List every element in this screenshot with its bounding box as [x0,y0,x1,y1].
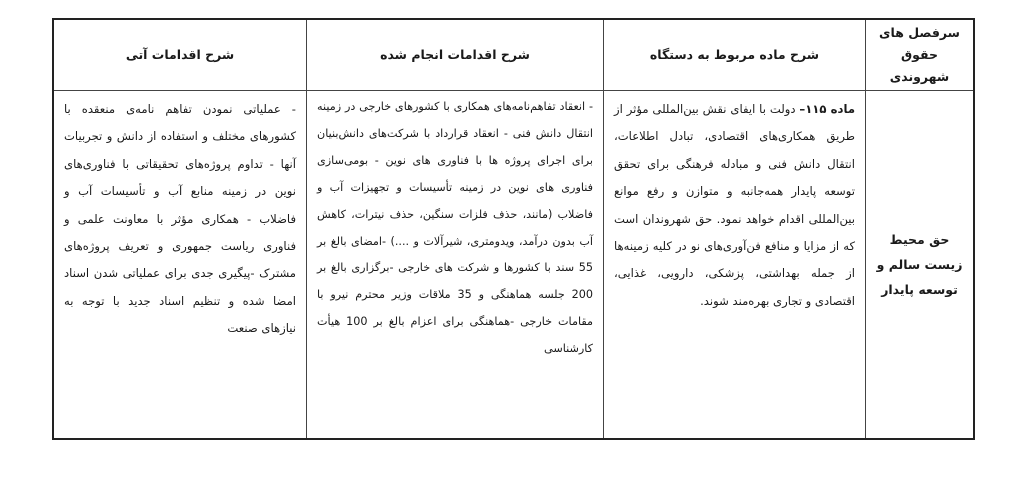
header-done [306,20,603,90]
header-future [54,20,306,90]
header-article [603,20,865,90]
header-topic [865,20,973,90]
article-label: ماده ۱۱۵– [799,102,855,116]
row-future [54,90,306,438]
header-topic-text: سرفصل های حقوق شهروندی [879,25,960,84]
header-future-text: شرح اقدامات آتی [125,47,235,62]
row-topic [865,90,973,438]
row-topic-text: حق محیط زیست سالم و توسعه پایدار [876,232,963,297]
future-text: - عملیاتی نمودن تفاهم نامه‌ی منعقده با کشورهای مختلف و استفاده از دانش و تجربیات آنها - تداوم پروژه‌های تحقیقاتی با فناوری‌های نوین در زمینه منابع آب و تأسیسات آب و فاضلاب - همکاری مؤثر با معاونت علمی و فناوری ریاست جمهوری و تعریف پروژه‌های مشترک -پیگیری جدی برای عملیاتی شدن اسناد امضا شده و تنظیم اسناد جدید با توجه به نیازهای صنعت [64,102,296,336]
row-done [306,90,603,438]
row-article [603,90,865,438]
done-text: - انعقاد تفاهم‌نامه‌های همکاری با کشورهای خارجی در زمینه انتقال دانش فنی - انعقاد قرارداد با شرکت‌های دانش‌بنیان برای اجرای پروژه ها با فناوری های نوین - بومی‌سازی فناوری های نوین در زمینه تأسیسات و تجهیزات آب و فاضلاب (مانند، حذف فلزات سنگین، حذف نیترات، کاهش آب بدون درآمد، ویدومتری، شیرآلات و ....) -امضای بالغ بر 55 سند با کشورها و شرکت های خارجی -برگزاری بالغ بر 200 جلسه هماهنگی و 35 ملاقات وزیر محترم نیرو با مقامات خارجی -هماهنگی برای اعزام بالغ بر 100 هیأت کارشناسی [317,100,594,356]
citizen-rights-table [52,18,975,440]
header-done-text: شرح اقدامات انجام شده [380,47,530,62]
article-text: دولت با ایفای نقش بین‌المللی مؤثر از طریق همکاری‌های اقتصادی، تبادل اطلاعات، انتقال دانش فنی و مبادله فرهنگی برای تحقق توسعه پایدار همه‌جانبه و متوازن و رفع موانع بین‌المللی اقدام خواهد نمود. حق شهروندان است که از مزایا و منافع فن‌آوری‌های نو در کلیه زمینه‌ها از جمله بهداشتی، پزشکی، دارویی، غذایی، اقتصادی و تجاری بهره‌مند شوند. [614,102,855,308]
header-article-text: شرح ماده مربوط به دستگاه [649,47,820,62]
